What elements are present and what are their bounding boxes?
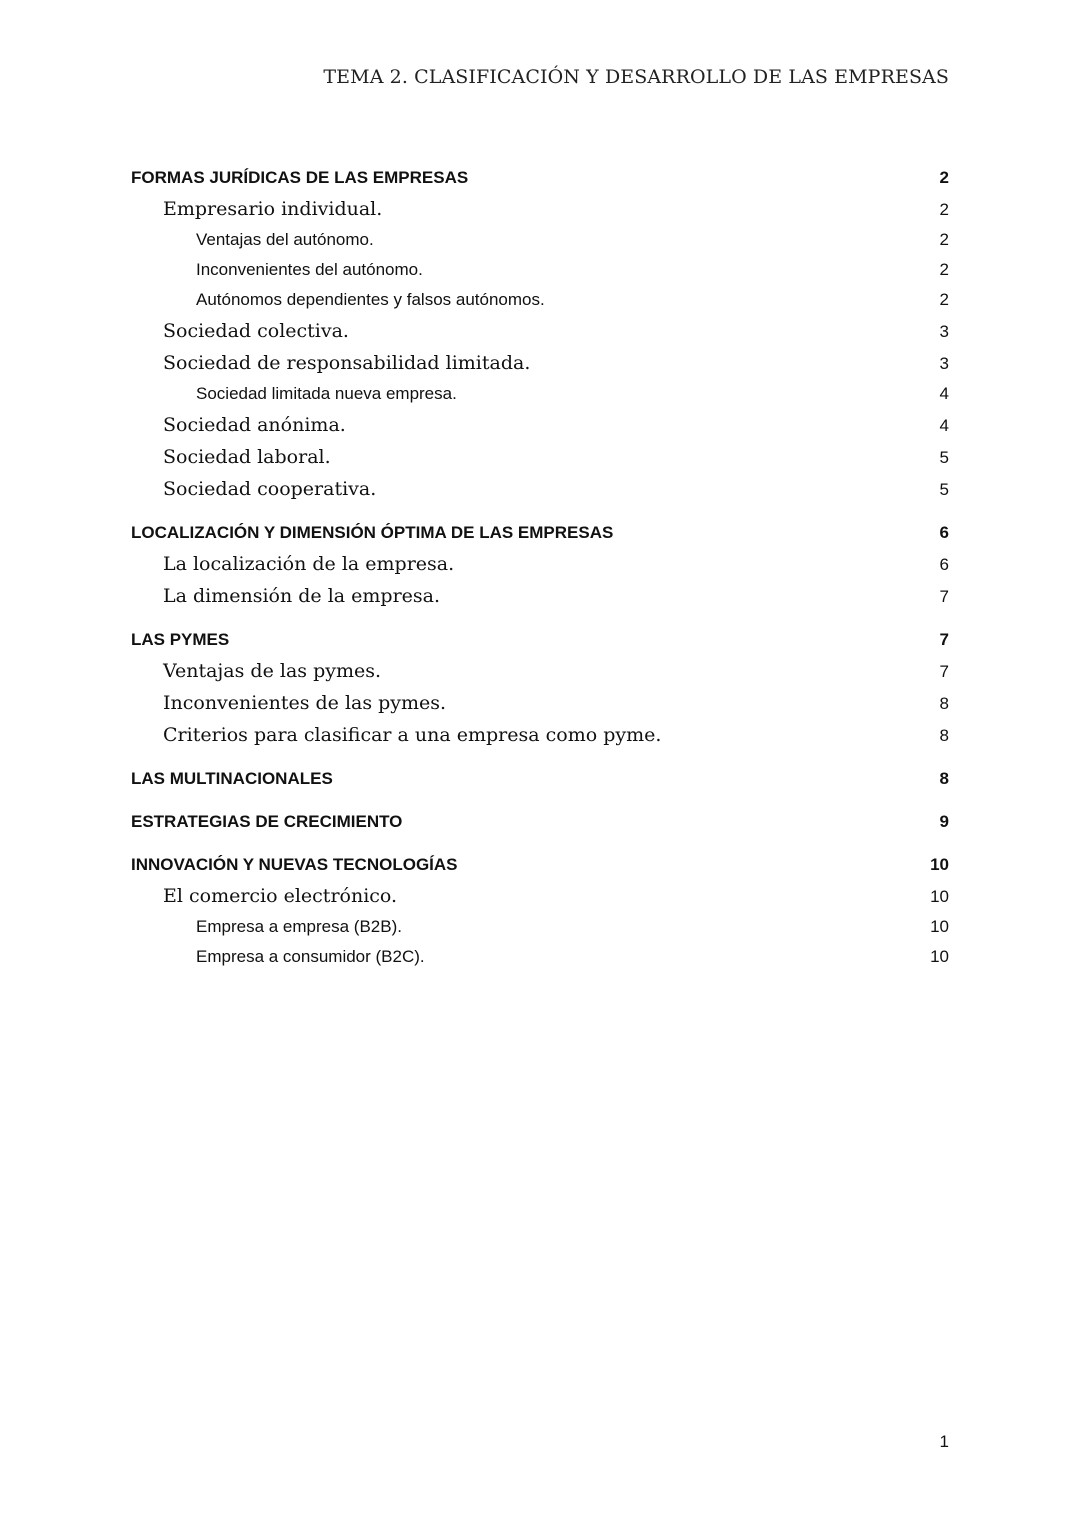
toc-entry-title: INNOVACIÓN Y NUEVAS TECNOLOGÍAS	[131, 855, 458, 874]
toc-entry-page: 8	[939, 726, 949, 745]
toc-entry-page: 3	[939, 354, 949, 373]
toc-entry-page: 10	[930, 887, 949, 906]
toc-entry-title: Empresa a empresa (B2B).	[196, 917, 402, 936]
toc-entry-title: La dimensión de la empresa.	[163, 585, 441, 607]
toc-entry[interactable]	[131, 942, 949, 972]
toc-entry-title: Sociedad laboral.	[163, 446, 331, 468]
toc-entry-page: 8	[939, 694, 949, 713]
toc-entry-title: Sociedad colectiva.	[163, 320, 349, 342]
toc-entry-page: 7	[939, 587, 949, 606]
toc-entry-title: Sociedad de responsabilidad limitada.	[163, 352, 531, 374]
toc-entry-title: Ventajas del autónomo.	[196, 230, 374, 249]
toc-entry[interactable]	[131, 548, 949, 580]
toc-entry-page: 4	[939, 416, 949, 435]
toc-entry[interactable]	[131, 625, 949, 655]
table-of-contents	[131, 163, 949, 972]
toc-entry[interactable]	[131, 193, 949, 225]
toc-entry[interactable]	[131, 764, 949, 794]
toc-entry[interactable]	[131, 719, 949, 751]
toc-entry-page: 5	[939, 448, 949, 467]
toc-entry[interactable]	[131, 255, 949, 285]
toc-entry-page: 10	[930, 917, 949, 936]
toc-entry-title: Sociedad limitada nueva empresa.	[196, 384, 457, 403]
toc-entry-page: 6	[939, 555, 949, 574]
toc-entry[interactable]	[131, 285, 949, 315]
toc-entry[interactable]	[131, 315, 949, 347]
toc-entry-title: ESTRATEGIAS DE CRECIMIENTO	[131, 812, 403, 831]
toc-entry-title: La localización de la empresa.	[163, 553, 455, 575]
toc-entry[interactable]	[131, 225, 949, 255]
toc-entry-page: 2	[939, 260, 949, 279]
toc-entry-page: 8	[939, 769, 949, 788]
toc-entry[interactable]	[131, 347, 949, 379]
toc-entry-page: 10	[930, 855, 949, 874]
toc-entry-page: 7	[939, 662, 949, 681]
toc-entry[interactable]	[131, 687, 949, 719]
toc-entry-page: 2	[939, 230, 949, 249]
toc-entry-page: 6	[939, 523, 949, 542]
toc-entry-title: LOCALIZACIÓN Y DIMENSIÓN ÓPTIMA DE LAS EMPRESAS	[131, 523, 614, 542]
page-number: 1	[939, 1432, 949, 1451]
toc-entry-page: 2	[939, 168, 949, 187]
toc-entry-page: 2	[939, 290, 949, 309]
toc-entry-title: Sociedad cooperativa.	[163, 478, 377, 500]
toc-entry[interactable]	[131, 580, 949, 612]
toc-entry-title: Ventajas de las pymes.	[163, 660, 382, 682]
toc-entry-page: 4	[939, 384, 949, 403]
toc-entry[interactable]	[131, 473, 949, 505]
toc-entry[interactable]	[131, 655, 949, 687]
toc-entry-title: Sociedad anónima.	[163, 414, 346, 436]
toc-entry-title: El comercio electrónico.	[163, 885, 398, 907]
toc-entry-title: FORMAS JURÍDICAS DE LAS EMPRESAS	[131, 168, 469, 187]
toc-entry[interactable]	[131, 409, 949, 441]
toc-entry-title: Empresario individual.	[163, 198, 383, 220]
toc-entry-title: Inconvenientes de las pymes.	[163, 692, 447, 714]
toc-entry[interactable]	[131, 807, 949, 837]
toc-entry[interactable]	[131, 379, 949, 409]
toc-entry-page: 3	[939, 322, 949, 341]
toc-entry-page: 10	[930, 947, 949, 966]
toc-entry[interactable]	[131, 518, 949, 548]
toc-entry-title: Criterios para clasificar a una empresa como pyme.	[163, 724, 662, 746]
toc-entry-title: Empresa a consumidor (B2C).	[196, 947, 425, 966]
toc-entry[interactable]	[131, 850, 949, 880]
running-header: TEMA 2. CLASIFICACIÓN Y DESARROLLO DE LAS EMPRESAS	[323, 66, 949, 88]
toc-entry-page: 5	[939, 480, 949, 499]
toc-entry-page: 2	[939, 200, 949, 219]
toc-entry[interactable]	[131, 912, 949, 942]
toc-entry-title: LAS PYMES	[131, 630, 230, 649]
toc-entry-page: 9	[939, 812, 949, 831]
toc-entry-page: 7	[939, 630, 949, 649]
toc-entry[interactable]	[131, 163, 949, 193]
toc-entry-title: Inconvenientes del autónomo.	[196, 260, 423, 279]
toc-entry-title: LAS MULTINACIONALES	[131, 769, 333, 788]
toc-entry-title: Autónomos dependientes y falsos autónomos.	[196, 290, 545, 309]
toc-entry[interactable]	[131, 441, 949, 473]
toc-entry[interactable]	[131, 880, 949, 912]
